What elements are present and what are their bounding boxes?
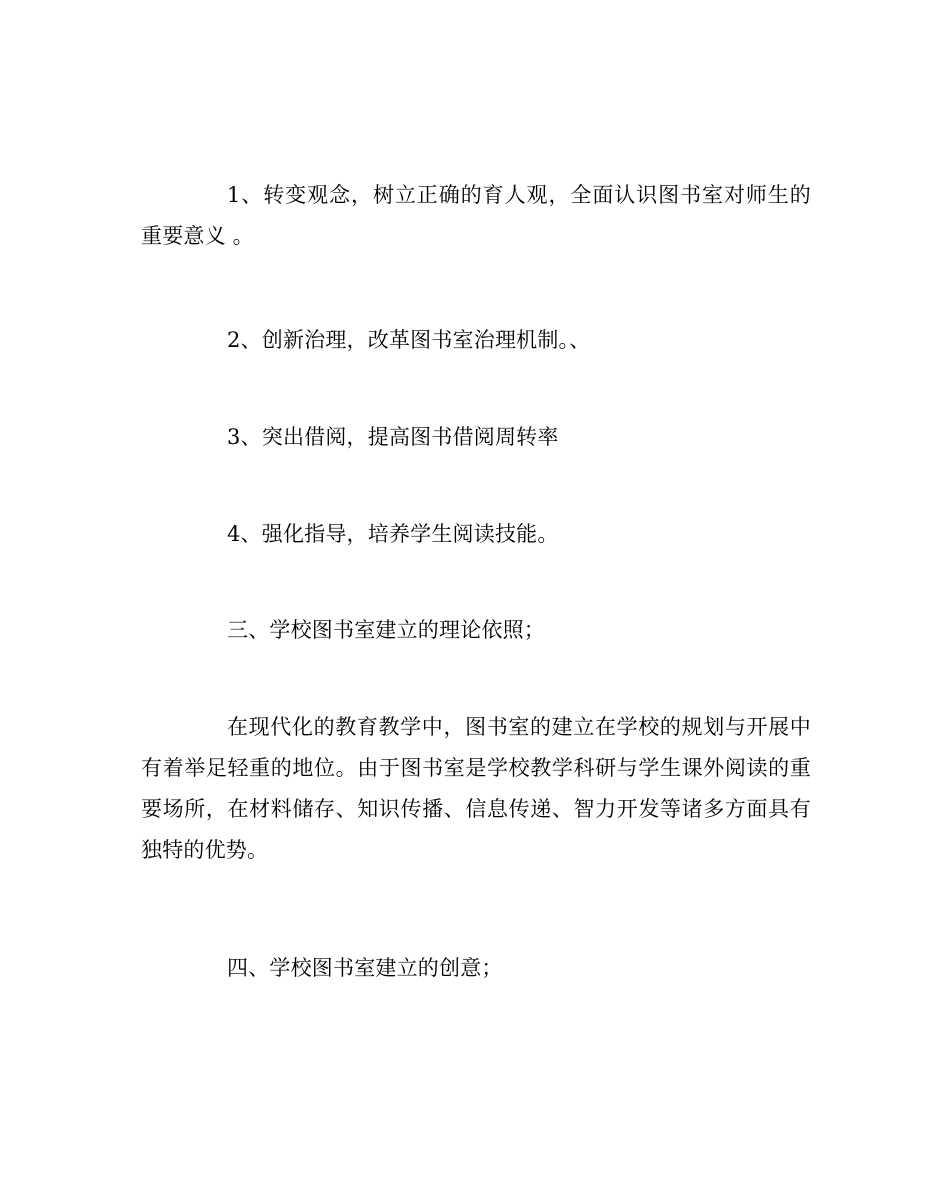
paragraph-item-3: 3、突出借阅，提高图书借阅周转率 [227, 425, 559, 449]
section-heading-4: 四、学校图书室建立的创意； [227, 956, 503, 980]
paragraph-item-2: 2、创新治理，改革图书室治理机制。、 [227, 328, 591, 352]
paragraph-item-1: 1、转变观念，树立正确的育人观，全面认识图书室对师生的重要意义 。 [141, 183, 811, 248]
paragraph-item-4: 4、强化指导，培养学生阅读技能。 [227, 522, 559, 546]
body-paragraph: 在现代化的教育教学中，图书室的建立在学校的规划与开展中有着举足轻重的地位。由于图书室是学校教学科研与学生课外阅读的重要场所，在材料储存、知识传播、信息传递、智力开发等诸多方面具有独特的优势。 [141, 715, 811, 862]
section-heading-3: 三、学校图书室建立的理论依照； [227, 618, 545, 642]
